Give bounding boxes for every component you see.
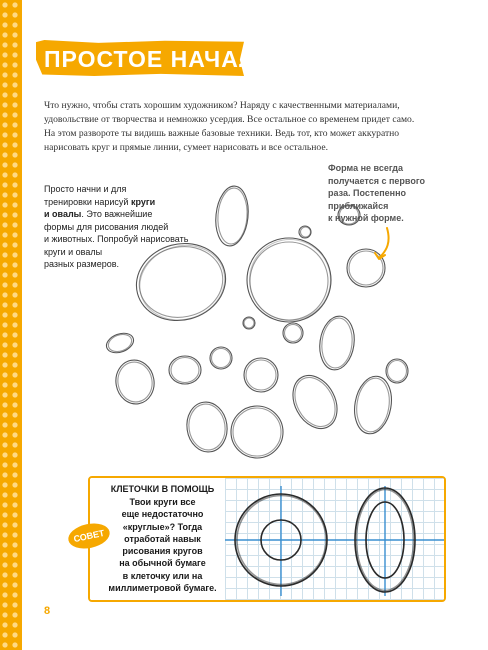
tip-body [100,496,225,594]
grid-paper [225,478,444,600]
circles-sketch-illustration [95,180,445,465]
sketch-oval [316,314,357,372]
sketch-oval [338,205,360,225]
note-line: раза. Постепенно [328,188,407,198]
sketch-circle [212,349,231,368]
tip-line: в клеточку или на [122,570,203,581]
tip-box [88,476,446,602]
sketch-circle [250,240,331,321]
sketch-oval [184,399,231,454]
tip-line: «круглые»? Тогда [122,521,203,532]
note-line: и животных. Попробуй нарисовать [44,234,189,244]
intro-line: Что нужно, чтобы стать хорошим художником? Наряду с качественными материалами, [44,100,400,111]
sketch-oval [386,359,408,383]
sketch-oval [171,358,199,383]
sketch-oval [130,235,234,331]
tip-line: еще недостаточно [121,509,204,520]
sketch-oval [340,206,359,224]
sketch-oval [287,371,343,434]
tip-badge: СОВЕТ [66,520,112,552]
sketch-circle [231,406,283,458]
sketch-oval [319,317,354,370]
tip-text-area [90,478,225,600]
tip-title: КЛЕТОЧКИ В ПОМОЩЬ [110,484,215,494]
tip-line: на обычной бумаге [119,558,206,569]
page-number: 8 [44,605,51,617]
note-text: . Это важнейшие [81,209,153,219]
note-line: разных размеров. [44,259,119,269]
sketch-oval [216,187,249,245]
note-bold-text: и овалы [44,209,82,219]
note-line: получается с первого [328,175,425,186]
sketch-oval [169,356,201,384]
sketch-circle [246,360,276,390]
sketch-circle [244,358,278,392]
sketch-circle [347,249,385,287]
sketch-oval [128,234,235,331]
sketch-circle [210,347,232,369]
sketch-oval [133,239,230,325]
note-line: Просто начни и для [44,184,127,194]
intro-line: нарисовать круг и прямые линии, сумеет нарисовать и все остальное. [44,142,328,153]
sketch-circle [301,227,311,237]
intro-paragraph [44,99,464,155]
tip-line: Твои круги все [129,497,196,507]
sketch-circle [244,318,254,328]
sketch-oval [213,184,251,247]
grid-circles-illustration [225,478,444,600]
tip-line: миллиметровой бумаге. [108,583,217,594]
note-line: к нужной форме. [328,213,404,223]
sketch-circle [243,317,255,329]
sketch-oval [388,361,407,382]
pointer-arrow [380,228,389,257]
note-bold-text: круги [130,196,156,207]
tip-line: отработай навык [124,533,201,544]
sketch-oval [112,357,157,407]
sketch-oval [353,376,392,434]
note-line: формы для рисования людей [44,221,169,232]
sketch-circle [285,325,302,342]
note-line: приближайся [328,200,389,211]
note-text: тренировки нарисуй [44,196,131,207]
sketch-circle [233,408,281,456]
note-line: Форма не всегда [328,163,403,173]
decorative-dot-strip [0,0,22,650]
note-line: круги и овалы [44,246,103,257]
intro-line: удовольствие от творчества и немножко усердия. Все остальное со временем придет само. [44,114,415,125]
page-title: ПРОСТОЕ НАЧАЛО [44,46,276,72]
intro-line: На этом развороте ты видишь важные базовые техники. Ведь тот, кто может аккуратно [44,128,400,139]
sketch-circle [283,323,303,343]
tip-line: рисования кругов [122,546,203,557]
